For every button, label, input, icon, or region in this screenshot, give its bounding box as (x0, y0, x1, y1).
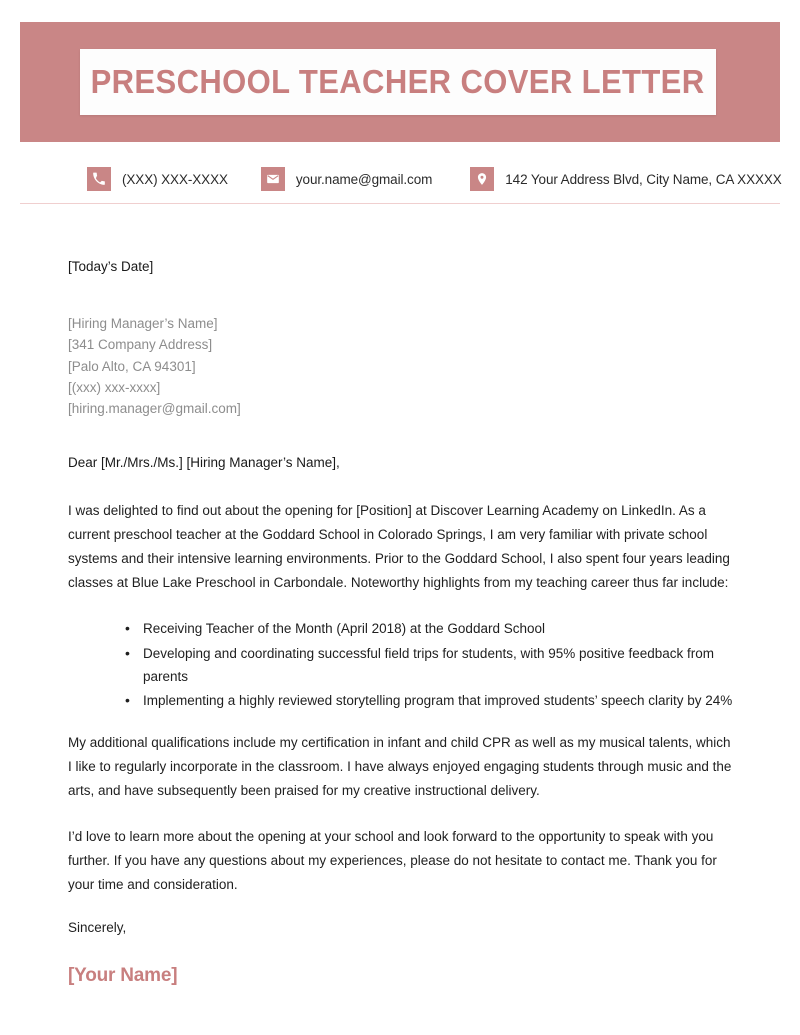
highlights-list (68, 617, 736, 712)
closing-line: Sincerely, (68, 920, 127, 936)
contact-address[interactable] (470, 167, 781, 191)
body-paragraph-2: My additional qualifications include my certification in infant and child CPR as well as my musical talents, which I like to regularly incorporate in the classroom. I have always enjoyed engaging students through music and the arts, and have subsequently been praised for my creative instructional delivery. (68, 735, 732, 799)
title-box (80, 49, 716, 115)
list-item: • Implementing a highly reviewed storytelling program that improved students’ speech clarity by 24% (125, 689, 736, 712)
recipient-line: [Hiring Manager’s Name] (68, 315, 218, 331)
recipient-line: [341 Company Address] (68, 337, 213, 353)
phone-value: (XXX) XXX-XXXX (122, 171, 228, 187)
header-divider (20, 203, 780, 204)
envelope-icon (261, 167, 285, 191)
recipient-block (68, 313, 736, 420)
location-pin-icon (470, 167, 494, 191)
contact-phone[interactable] (87, 167, 228, 191)
contact-row (20, 164, 780, 194)
letter-body (68, 258, 736, 988)
list-item: • Receiving Teacher of the Month (April 2018) at the Goddard School (125, 617, 736, 640)
recipient-line: [Palo Alto, CA 94301] (68, 358, 196, 374)
email-value: your.name@gmail.com (295, 171, 433, 187)
recipient-line: [(xxx) xxx-xxxx] (68, 379, 161, 395)
address-value: 142 Your Address Blvd, City Name, CA XXXXX (505, 171, 782, 187)
letter-date: [Today’s Date] (68, 259, 154, 274)
phone-icon (87, 167, 111, 191)
body-paragraph-3: I’d love to learn more about the opening at your school and look forward to the opportunity to speak with you further. If you have any questions about my experiences, please do not hesitate to contact me. Thank you for your time and consideration. (68, 829, 717, 893)
recipient-line: [hiring.manager@gmail.com] (68, 401, 241, 417)
list-item: • Developing and coordinating successful field trips for students, with 95% positive feedback from parents (125, 642, 736, 688)
salutation: Dear [Mr./Mrs./Ms.] [Hiring Manager’s Name], (68, 454, 340, 470)
signature-name: [Your Name] (68, 965, 178, 987)
header-band (20, 22, 780, 142)
body-paragraph-1: I was delighted to find out about the opening for [Position] at Discover Learning Academy on LinkedIn. As a current preschool teacher at the Goddard School in Colorado Springs, I am very familiar with private school systems and their intensive learning environments. Prior to the Goddard School, I also spent four years leading classes at Blue Lake Preschool in Carbondale. Noteworthy highlights from my teaching career thus far include: (68, 503, 730, 591)
page-title: PRESCHOOL TEACHER COVER LETTER (91, 63, 705, 100)
contact-email[interactable] (261, 167, 432, 191)
